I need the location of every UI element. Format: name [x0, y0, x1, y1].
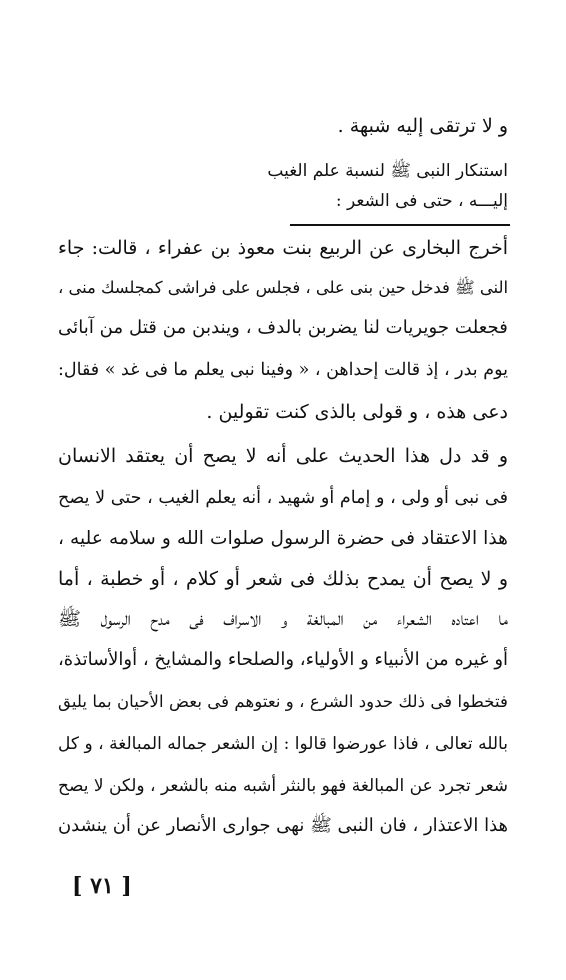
text-line-2: أخرج البخارى عن الربيع بنت معوذ بن عفراء ، قالت: جاء [58, 237, 508, 259]
text-line-3: النى ﷺ فدخل حين بنى على ، فجلس على فراشى كمجلسك منى ، [58, 278, 508, 297]
text-line-10: و لا يصح أن يمدح بذلك فى شعر أو كلام ، أو خطبة ، أما [58, 568, 508, 590]
text-line-16: هذا الاعتذار ، فان النبى ﷺ نهى جوارى الأنصار عن أن ينشدن [58, 815, 508, 836]
side-note-line-1: استنكار النبى ﷺ لنسبة علم الغيب [267, 161, 508, 181]
text-line-11: ما اعتاده الشعراء من المبالغة و الاسراف فى مدح الرسول ﷺ [58, 608, 508, 630]
text-line-7: و قد دل هذا الحديث على أنه لا يصح أن يعتقد الانسان [58, 445, 508, 467]
text-line-6: دعى هذه ، و قولى بالذى كنت تقولين . [206, 401, 508, 423]
text-line-14: بالله تعالى ، فاذا عورضوا قالوا : إن الشعر جماله المبالغة ، و كل [58, 734, 508, 754]
text-line-8: فى نبى أو ولى ، و إمام أو شهيد ، أنه يعلم الغيب ، حتى لا يصح [58, 488, 508, 508]
text-line-4: فجعلت جويريات لنا يضربن بالدف ، ويندبن من قتل من آبائى [58, 317, 508, 338]
text-line-1: و لا ترتقى إليه شبهة . [337, 115, 508, 137]
text-line-12: أو غيره من الأنبياء و الأولياء، والصلحاء والمشايخ ، أوالأساتذة، [58, 649, 508, 670]
side-note-line-2: إليـــه ، حتى فى الشعر : [335, 191, 508, 211]
text-line-9: هذا الاعتقاد فى حضرة الرسول صلوات الله و سلامه عليه ، [58, 528, 508, 549]
page-number: [ ٧١ ] [72, 873, 132, 899]
section-rule [290, 224, 510, 226]
text-line-15: شعر تجرد عن المبالغة فهو بالنثر أشبه منه بالشعر ، ولكن لا يصح [58, 776, 508, 796]
text-line-5: يوم بدر ، إذ قالت إحداهن ، « وفينا نبى يعلم ما فى غد » فقال: [58, 360, 508, 380]
text-line-13: فتخطوا فى ذلك حدود الشرع ، و نعتوهم فى بعض الأحيان بما يليق [58, 692, 508, 711]
